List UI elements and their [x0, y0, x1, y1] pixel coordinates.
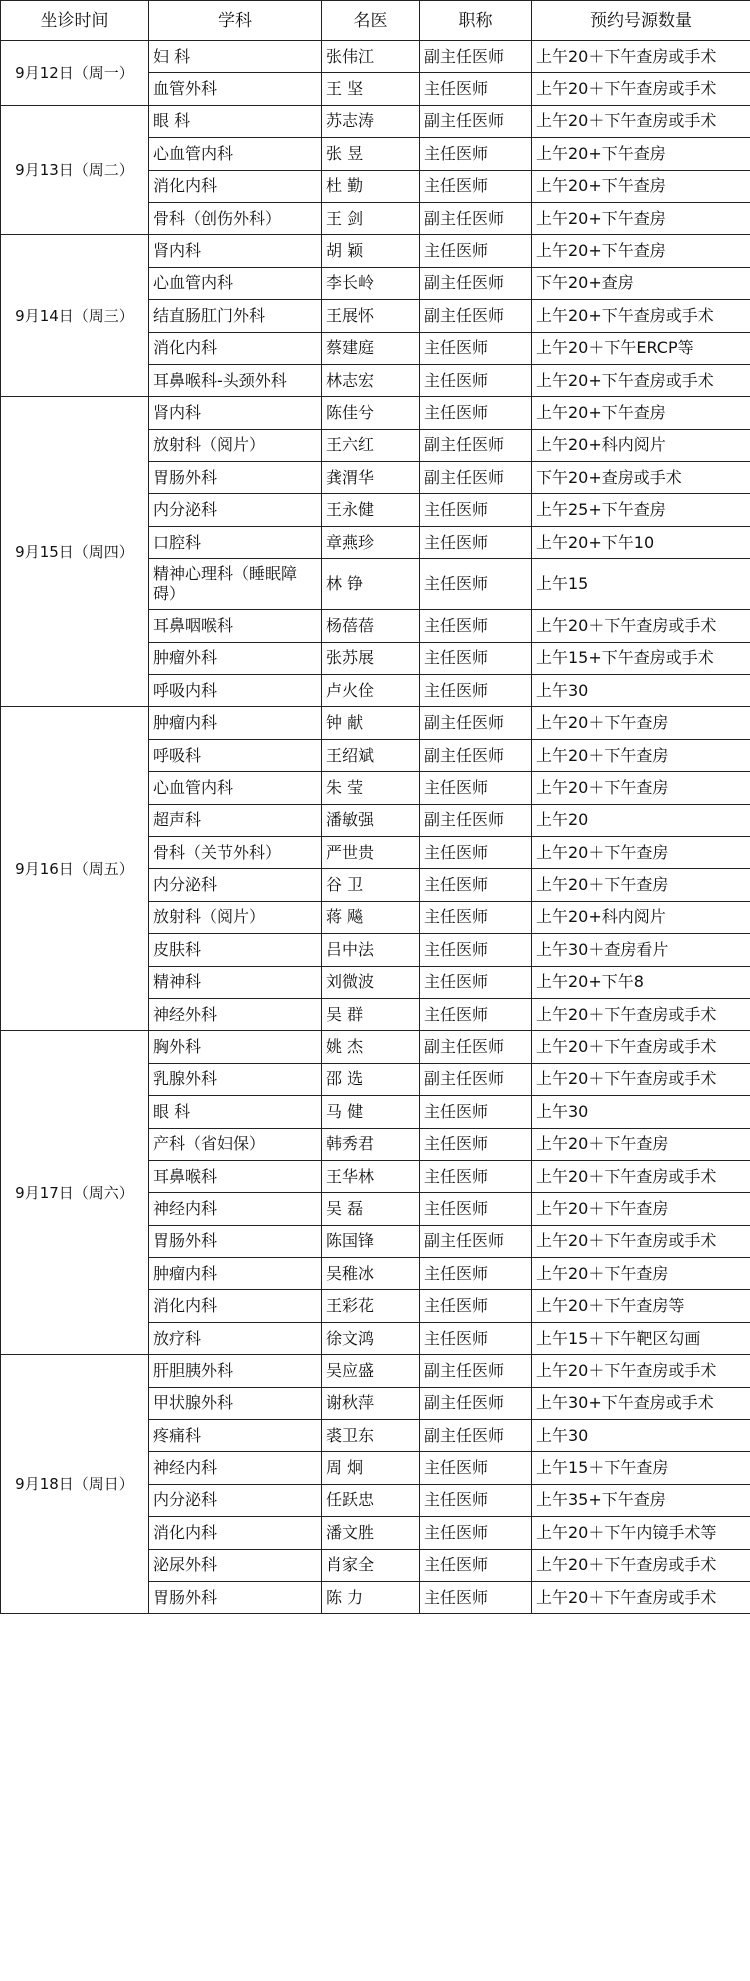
department-cell: 眼 科 — [149, 1096, 322, 1128]
title-cell: 副主任医师 — [420, 707, 532, 739]
quota-cell: 上午20+下午查房 — [532, 202, 750, 234]
department-cell: 内分泌科 — [149, 494, 322, 526]
quota-cell: 上午20＋下午内镜手术等 — [532, 1517, 750, 1549]
quota-cell: 上午20＋下午查房或手术 — [532, 998, 750, 1030]
doctor-cell: 杜 勤 — [322, 170, 420, 202]
title-cell: 主任医师 — [420, 1160, 532, 1192]
title-cell: 副主任医师 — [420, 462, 532, 494]
title-cell: 副主任医师 — [420, 804, 532, 836]
doctor-cell: 蒋 飚 — [322, 901, 420, 933]
title-cell: 副主任医师 — [420, 739, 532, 771]
quota-cell: 上午20＋下午查房或手术 — [532, 1549, 750, 1581]
department-cell: 骨科（关节外科） — [149, 836, 322, 868]
title-cell: 副主任医师 — [420, 1420, 532, 1452]
title-cell: 主任医师 — [420, 642, 532, 674]
quota-cell: 上午20+下午8 — [532, 966, 750, 998]
table-row — [1, 1031, 750, 1063]
title-cell: 主任医师 — [420, 966, 532, 998]
date-cell: 9月13日（周二） — [1, 105, 149, 235]
quota-cell: 上午20＋下午查房等 — [532, 1290, 750, 1322]
quota-cell: 上午15+下午查房或手术 — [532, 642, 750, 674]
quota-cell: 上午20＋下午查房或手术 — [532, 1063, 750, 1095]
quota-cell: 上午20＋下午查房 — [532, 1258, 750, 1290]
department-cell: 血管外科 — [149, 73, 322, 105]
title-cell: 主任医师 — [420, 1258, 532, 1290]
title-cell: 主任医师 — [420, 1128, 532, 1160]
title-cell: 副主任医师 — [420, 202, 532, 234]
doctor-cell: 韩秀君 — [322, 1128, 420, 1160]
quota-cell: 上午15 — [532, 559, 750, 610]
quota-cell: 上午20+下午查房 — [532, 138, 750, 170]
doctor-cell: 章燕珍 — [322, 526, 420, 558]
quota-cell: 上午30 — [532, 675, 750, 707]
doctor-cell: 徐文鸿 — [322, 1322, 420, 1354]
title-cell: 主任医师 — [420, 1193, 532, 1225]
doctor-cell: 肖家全 — [322, 1549, 420, 1581]
doctor-cell: 王彩花 — [322, 1290, 420, 1322]
department-cell: 心血管内科 — [149, 772, 322, 804]
doctor-cell: 姚 杰 — [322, 1031, 420, 1063]
quota-cell: 上午20＋下午查房或手术 — [532, 73, 750, 105]
department-cell: 耳鼻喉科 — [149, 1160, 322, 1192]
title-cell: 主任医师 — [420, 772, 532, 804]
doctor-cell: 马 健 — [322, 1096, 420, 1128]
quota-cell: 上午30＋查房看片 — [532, 934, 750, 966]
quota-cell: 上午30+下午查房或手术 — [532, 1387, 750, 1419]
quota-cell: 上午15＋下午查房 — [532, 1452, 750, 1484]
doctor-cell: 潘敏强 — [322, 804, 420, 836]
title-cell: 主任医师 — [420, 1290, 532, 1322]
title-cell: 主任医师 — [420, 1322, 532, 1354]
title-cell: 主任医师 — [420, 235, 532, 267]
department-cell: 放射科（阅片） — [149, 901, 322, 933]
quota-cell: 上午20＋下午ERCP等 — [532, 332, 750, 364]
title-cell: 副主任医师 — [420, 105, 532, 137]
quota-cell: 上午20＋下午查房 — [532, 869, 750, 901]
doctor-cell: 张 昱 — [322, 138, 420, 170]
department-cell: 消化内科 — [149, 1290, 322, 1322]
title-cell: 副主任医师 — [420, 1063, 532, 1095]
quota-cell: 上午20+下午查房 — [532, 170, 750, 202]
department-cell: 呼吸科 — [149, 739, 322, 771]
header-title: 职称 — [420, 1, 532, 41]
date-cell: 9月17日（周六） — [1, 1031, 149, 1355]
quota-cell: 上午30 — [532, 1096, 750, 1128]
department-cell: 内分泌科 — [149, 869, 322, 901]
doctor-cell: 蔡建庭 — [322, 332, 420, 364]
quota-cell: 上午20＋下午查房 — [532, 707, 750, 739]
title-cell: 副主任医师 — [420, 267, 532, 299]
header-row — [1, 1, 750, 41]
date-cell: 9月12日（周一） — [1, 41, 149, 106]
doctor-cell: 林志宏 — [322, 364, 420, 396]
title-cell: 主任医师 — [420, 998, 532, 1030]
department-cell: 耳鼻咽喉科 — [149, 610, 322, 642]
doctor-cell: 王华林 — [322, 1160, 420, 1192]
quota-cell: 上午20＋下午查房或手术 — [532, 105, 750, 137]
quota-cell: 上午20＋下午查房 — [532, 772, 750, 804]
department-cell: 妇 科 — [149, 41, 322, 73]
title-cell: 主任医师 — [420, 1484, 532, 1516]
header-doctor: 名医 — [322, 1, 420, 41]
title-cell: 主任医师 — [420, 526, 532, 558]
doctor-cell: 谢秋萍 — [322, 1387, 420, 1419]
doctor-cell: 王六红 — [322, 429, 420, 461]
title-cell: 主任医师 — [420, 610, 532, 642]
doctor-cell: 严世贵 — [322, 836, 420, 868]
department-cell: 产科（省妇保） — [149, 1128, 322, 1160]
table-body — [1, 41, 750, 1614]
title-cell: 副主任医师 — [420, 300, 532, 332]
department-cell: 肿瘤外科 — [149, 642, 322, 674]
department-cell: 骨科（创伤外科） — [149, 202, 322, 234]
doctor-cell: 吴稚冰 — [322, 1258, 420, 1290]
title-cell: 主任医师 — [420, 397, 532, 429]
title-cell: 主任医师 — [420, 1452, 532, 1484]
quota-cell: 上午20＋下午查房或手术 — [532, 41, 750, 73]
doctor-cell: 陈国锋 — [322, 1225, 420, 1257]
quota-cell: 上午20+下午查房或手术 — [532, 364, 750, 396]
quota-cell: 上午20＋下午查房 — [532, 1128, 750, 1160]
doctor-cell: 吕中法 — [322, 934, 420, 966]
quota-cell: 上午35+下午查房 — [532, 1484, 750, 1516]
doctor-cell: 吴应盛 — [322, 1355, 420, 1387]
title-cell: 主任医师 — [420, 901, 532, 933]
doctor-cell: 裘卫东 — [322, 1420, 420, 1452]
quota-cell: 上午20+科内阅片 — [532, 901, 750, 933]
doctor-cell: 王展怀 — [322, 300, 420, 332]
department-cell: 肿瘤内科 — [149, 707, 322, 739]
doctor-cell: 王永健 — [322, 494, 420, 526]
doctor-cell: 张伟江 — [322, 41, 420, 73]
department-cell: 肝胆胰外科 — [149, 1355, 322, 1387]
department-cell: 神经外科 — [149, 998, 322, 1030]
doctor-cell: 王 坚 — [322, 73, 420, 105]
department-cell: 放射科（阅片） — [149, 429, 322, 461]
doctor-cell: 周 炯 — [322, 1452, 420, 1484]
quota-cell: 上午20＋下午查房或手术 — [532, 610, 750, 642]
title-cell: 副主任医师 — [420, 1225, 532, 1257]
quota-cell: 下午20+查房或手术 — [532, 462, 750, 494]
department-cell: 神经内科 — [149, 1452, 322, 1484]
table-row — [1, 105, 750, 137]
department-cell: 呼吸内科 — [149, 675, 322, 707]
department-cell: 神经内科 — [149, 1193, 322, 1225]
header-quota: 预约号源数量 — [532, 1, 750, 41]
doctor-cell: 吴 群 — [322, 998, 420, 1030]
title-cell: 主任医师 — [420, 332, 532, 364]
department-cell: 疼痛科 — [149, 1420, 322, 1452]
title-cell: 副主任医师 — [420, 429, 532, 461]
doctor-cell: 张苏展 — [322, 642, 420, 674]
doctor-cell: 陈佳兮 — [322, 397, 420, 429]
table-header — [1, 1, 750, 41]
quota-cell: 上午20+下午查房 — [532, 235, 750, 267]
date-cell: 9月16日（周五） — [1, 707, 149, 1031]
quota-cell: 上午30 — [532, 1420, 750, 1452]
quota-cell: 上午20＋下午查房或手术 — [532, 1355, 750, 1387]
department-cell: 结直肠肛门外科 — [149, 300, 322, 332]
doctor-cell: 谷 卫 — [322, 869, 420, 901]
doctor-cell: 林 铮 — [322, 559, 420, 610]
table-row — [1, 235, 750, 267]
quota-cell: 上午25+下午查房 — [532, 494, 750, 526]
department-cell: 口腔科 — [149, 526, 322, 558]
doctor-cell: 王 剑 — [322, 202, 420, 234]
quota-cell: 上午20＋下午查房或手术 — [532, 1160, 750, 1192]
doctor-cell: 苏志涛 — [322, 105, 420, 137]
department-cell: 超声科 — [149, 804, 322, 836]
department-cell: 消化内科 — [149, 170, 322, 202]
department-cell: 心血管内科 — [149, 267, 322, 299]
title-cell: 主任医师 — [420, 494, 532, 526]
header-department: 学科 — [149, 1, 322, 41]
quota-cell: 上午20+下午10 — [532, 526, 750, 558]
doctor-cell: 邵 选 — [322, 1063, 420, 1095]
quota-cell: 上午20＋下午查房 — [532, 1193, 750, 1225]
doctor-cell: 李长岭 — [322, 267, 420, 299]
department-cell: 胃肠外科 — [149, 462, 322, 494]
doctor-cell: 陈 力 — [322, 1581, 420, 1613]
title-cell: 主任医师 — [420, 73, 532, 105]
department-cell: 耳鼻喉科-头颈外科 — [149, 364, 322, 396]
department-cell: 泌尿外科 — [149, 1549, 322, 1581]
department-cell: 皮肤科 — [149, 934, 322, 966]
header-time: 坐诊时间 — [1, 1, 149, 41]
doctor-cell: 朱 莹 — [322, 772, 420, 804]
date-cell: 9月14日（周三） — [1, 235, 149, 397]
doctor-cell: 钟 献 — [322, 707, 420, 739]
quota-cell: 上午20+下午查房或手术 — [532, 300, 750, 332]
quota-cell: 上午20＋下午查房 — [532, 739, 750, 771]
department-cell: 消化内科 — [149, 1517, 322, 1549]
department-cell: 心血管内科 — [149, 138, 322, 170]
doctor-cell: 吴 磊 — [322, 1193, 420, 1225]
department-cell: 肾内科 — [149, 235, 322, 267]
department-cell: 胃肠外科 — [149, 1581, 322, 1613]
date-cell: 9月18日（周日） — [1, 1355, 149, 1614]
date-cell: 9月15日（周四） — [1, 397, 149, 707]
department-cell: 甲状腺外科 — [149, 1387, 322, 1419]
quota-cell: 上午20+科内阅片 — [532, 429, 750, 461]
title-cell: 副主任医师 — [420, 1031, 532, 1063]
quota-cell: 上午20＋下午查房或手术 — [532, 1225, 750, 1257]
quota-cell: 上午15＋下午靶区勾画 — [532, 1322, 750, 1354]
department-cell: 消化内科 — [149, 332, 322, 364]
quota-cell: 下午20+查房 — [532, 267, 750, 299]
department-cell: 内分泌科 — [149, 1484, 322, 1516]
title-cell: 主任医师 — [420, 559, 532, 610]
department-cell: 眼 科 — [149, 105, 322, 137]
doctor-cell: 任跃忠 — [322, 1484, 420, 1516]
table-row — [1, 397, 750, 429]
title-cell: 副主任医师 — [420, 1355, 532, 1387]
table-row — [1, 1355, 750, 1387]
title-cell: 主任医师 — [420, 869, 532, 901]
quota-cell: 上午20＋下午查房或手术 — [532, 1031, 750, 1063]
doctor-cell: 卢火佺 — [322, 675, 420, 707]
department-cell: 胃肠外科 — [149, 1225, 322, 1257]
doctor-cell: 刘微波 — [322, 966, 420, 998]
title-cell: 主任医师 — [420, 836, 532, 868]
title-cell: 主任医师 — [420, 1096, 532, 1128]
department-cell: 乳腺外科 — [149, 1063, 322, 1095]
department-cell: 放疗科 — [149, 1322, 322, 1354]
title-cell: 副主任医师 — [420, 1387, 532, 1419]
quota-cell: 上午20＋下午查房 — [532, 836, 750, 868]
department-cell: 精神科 — [149, 966, 322, 998]
quota-cell: 上午20＋下午查房或手术 — [532, 1581, 750, 1613]
title-cell: 主任医师 — [420, 1549, 532, 1581]
title-cell: 主任医师 — [420, 364, 532, 396]
doctor-cell: 龚渭华 — [322, 462, 420, 494]
title-cell: 主任医师 — [420, 170, 532, 202]
doctor-cell: 杨蓓蓓 — [322, 610, 420, 642]
title-cell: 主任医师 — [420, 675, 532, 707]
quota-cell: 上午20 — [532, 804, 750, 836]
doctor-cell: 潘文胜 — [322, 1517, 420, 1549]
title-cell: 主任医师 — [420, 1581, 532, 1613]
table-row — [1, 41, 750, 73]
department-cell: 肾内科 — [149, 397, 322, 429]
department-cell: 精神心理科（睡眠障碍） — [149, 559, 322, 610]
title-cell: 主任医师 — [420, 1517, 532, 1549]
department-cell: 肿瘤内科 — [149, 1258, 322, 1290]
title-cell: 主任医师 — [420, 138, 532, 170]
department-cell: 胸外科 — [149, 1031, 322, 1063]
quota-cell: 上午20+下午查房 — [532, 397, 750, 429]
title-cell: 副主任医师 — [420, 41, 532, 73]
table-row — [1, 707, 750, 739]
doctor-cell: 胡 颖 — [322, 235, 420, 267]
doctor-cell: 王绍斌 — [322, 739, 420, 771]
title-cell: 主任医师 — [420, 934, 532, 966]
